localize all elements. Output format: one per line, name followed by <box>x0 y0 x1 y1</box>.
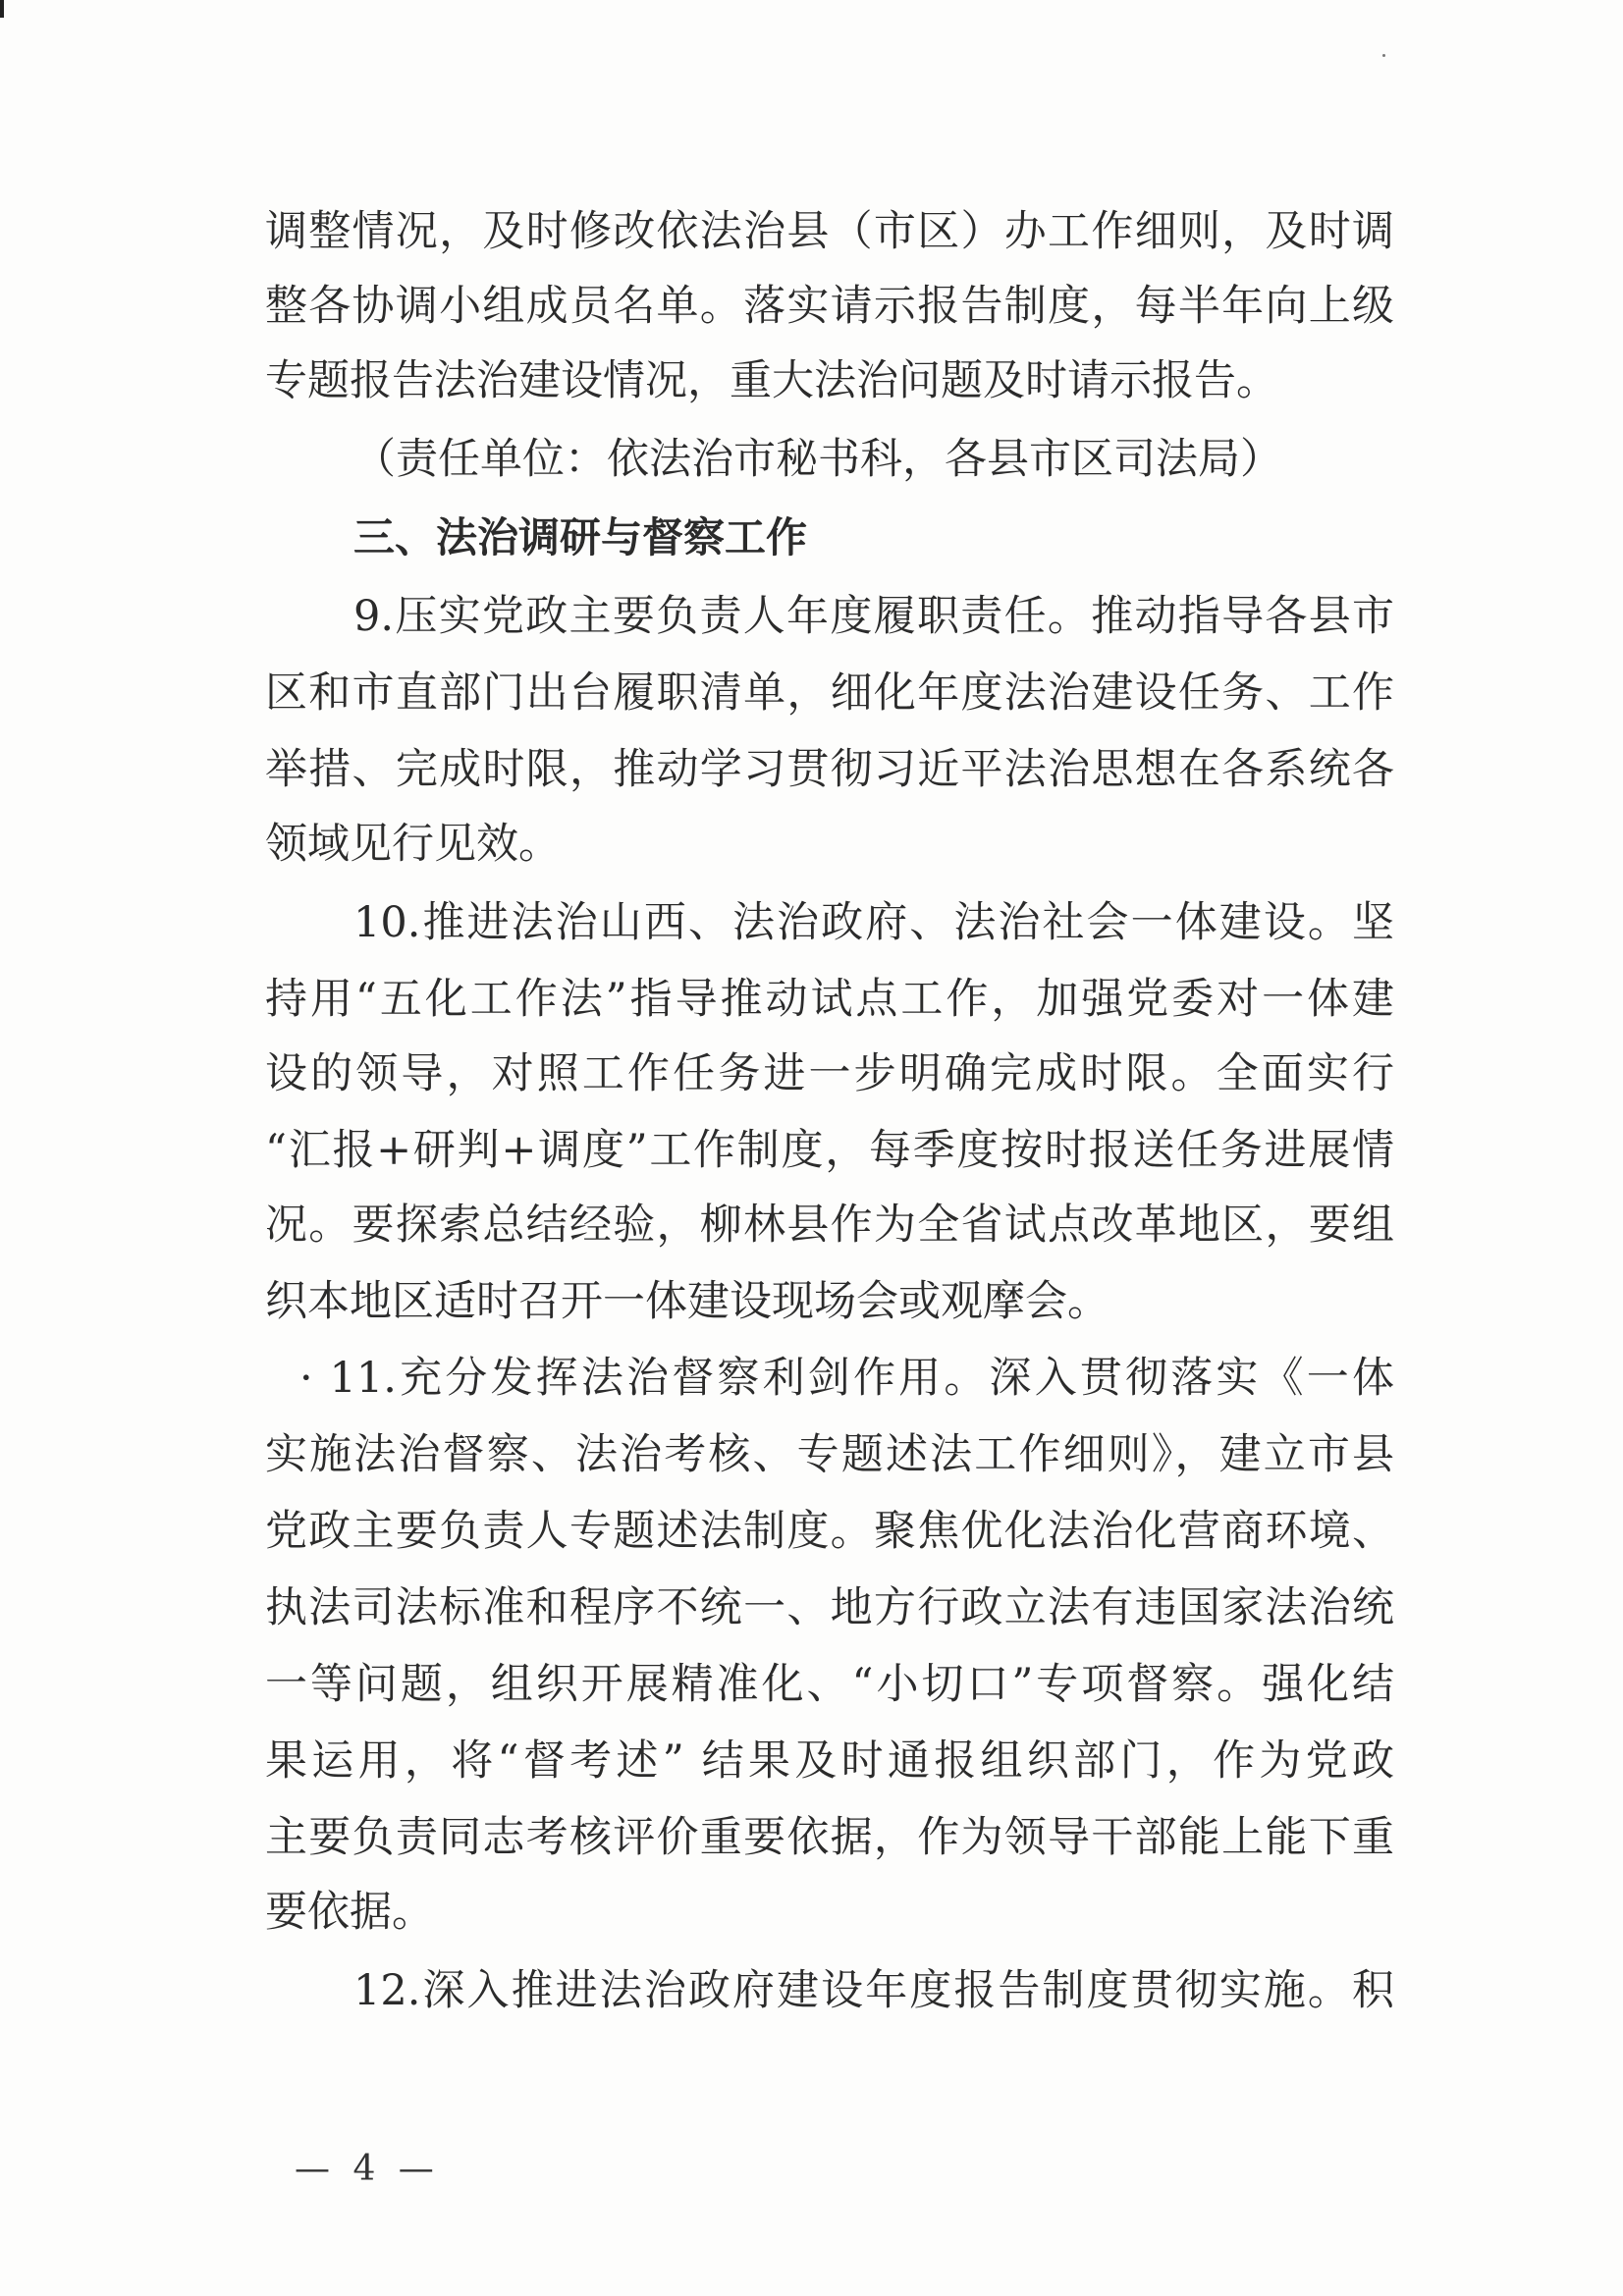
item-9-line-3: 举措、完成时限，推动学习贯彻习近平法治思想在各系统各 <box>265 745 1394 794</box>
section-heading: 三、法治调研与督察工作 <box>353 513 808 561</box>
item-11-line-6: 果运用，将“督考述” 结果及时通报组织部门，作为党政 <box>265 1736 1394 1786</box>
scan-edge-mark <box>0 0 4 18</box>
scan-speck <box>1382 54 1385 57</box>
item-9-line-2: 区和市直部门出台履职清单，细化年度法治建设任务、工作 <box>265 668 1394 718</box>
item-10-line-4: “汇报+研判+调度”工作制度，每季度按时报送任务进展情 <box>265 1126 1394 1175</box>
responsibility-note: （责任单位：依法治市秘书科，各县市区司法局） <box>353 435 1282 484</box>
item-9-line-1: 9.压实党政主要负责人年度履职责任。推动指导各县市 <box>353 592 1394 641</box>
body-line-3: 专题报告法治建设情况，重大法治问题及时请示报告。 <box>265 356 1278 405</box>
item-10-line-6: 织本地区适时召开一体建设现场会或观摩会。 <box>265 1277 1109 1326</box>
item-10-line-3: 设的领导，对照工作任务进一步明确完成时限。全面实行 <box>265 1049 1394 1098</box>
item-11-line-3: 党政主要负责人专题述法制度。聚焦优化法治化营商环境、 <box>265 1507 1394 1556</box>
item-12-line-1: 12.深入推进法治政府建设年度报告制度贯彻实施。积 <box>353 1966 1394 2015</box>
body-line-2: 整各协调小组成员名单。落实请示报告制度，每半年向上级 <box>265 282 1394 331</box>
item-9-line-4: 领域见行见效。 <box>265 820 561 869</box>
item-11-line-2: 实施法治督察、法治考核、专题述法工作细则》，建立市县 <box>265 1430 1394 1479</box>
item-10-line-2: 持用“五化工作法”指导推动试点工作，加强党委对一体建 <box>265 975 1394 1024</box>
item-11-line-1: · 11.充分发挥法治督察利剑作用。深入贯彻落实《一体 <box>299 1354 1394 1403</box>
item-11-line-8: 要依据。 <box>265 1888 434 1937</box>
item-11-line-4: 执法司法标准和程序不统一、地方行政立法有违国家法治统 <box>265 1583 1394 1632</box>
body-line-1: 调整情况，及时修改依法治县（市区）办工作细则，及时调 <box>265 207 1394 256</box>
item-10-line-1: 10.推进法治山西、法治政府、法治社会一体建设。坚 <box>353 898 1394 947</box>
item-11-line-7: 主要负责同志考核评价重要依据，作为领导干部能上能下重 <box>265 1813 1394 1862</box>
item-11-line-5: 一等问题，组织开展精准化、“小切口”专项督察。强化结 <box>265 1660 1394 1709</box>
item-10-line-5: 况。要探索总结经验，柳林县作为全省试点改革地区，要组 <box>265 1201 1394 1250</box>
page-number: — 4 — <box>295 2149 440 2189</box>
